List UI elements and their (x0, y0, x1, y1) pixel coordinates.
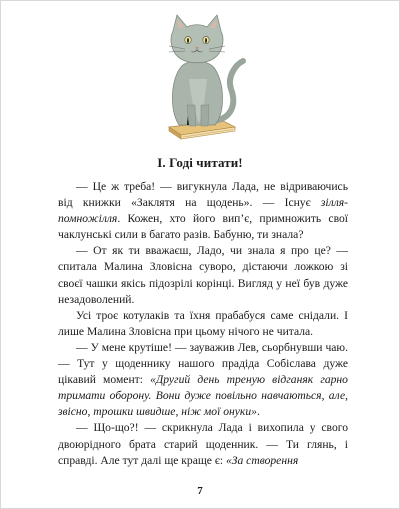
paragraph-1: — Це ж треба! — вигукнула Лада, не відриваючись від книжки «Заклятя на щодень». — Існує зілля-помножілля. Кожен, хто його вип’є, примножить свої чаклунські сили в багато разів. Бабуню, ти знала? (58, 180, 348, 242)
chapter-text (58, 179, 348, 469)
paragraph-2: — От як ти вважаєш, Ладо, чи знала я про це? — спитала Малина Зловісна суворо, дістаючи ложкою зі своєї чашки якісь підозрілі корінці. Вигляд у неї був дуже незадоволений. (58, 244, 348, 306)
page-number: 7 (197, 485, 203, 497)
gray-cat-on-books-illustration (151, 9, 251, 141)
paragraph-5: — Що-що?! — скрикнула Лада і вихопила у свого двоюрідного брата старий щоденник. — Ти глянь, і справді. Але тут далі ще краще є: «За створення (58, 421, 348, 467)
paragraph-4: — У мене крутіше! — зауважив Лев, сьорбнувши чаю. — Тут у щоденнику нашого прадіда Собіслава дуже цікавий момент: «Другий день треную відганяк гарно тримати оборону. Вони дуже повільно навчаються, але, звісно, трошки швидше, ніж мої онуки». (58, 340, 348, 419)
paragraph-3: Усі троє котулаків та їхня прабабуся саме снідали. І лише Малина Зловісна при цьому нічого не читала. (58, 308, 348, 338)
chapter-title: I. Годі читати! (157, 155, 243, 170)
